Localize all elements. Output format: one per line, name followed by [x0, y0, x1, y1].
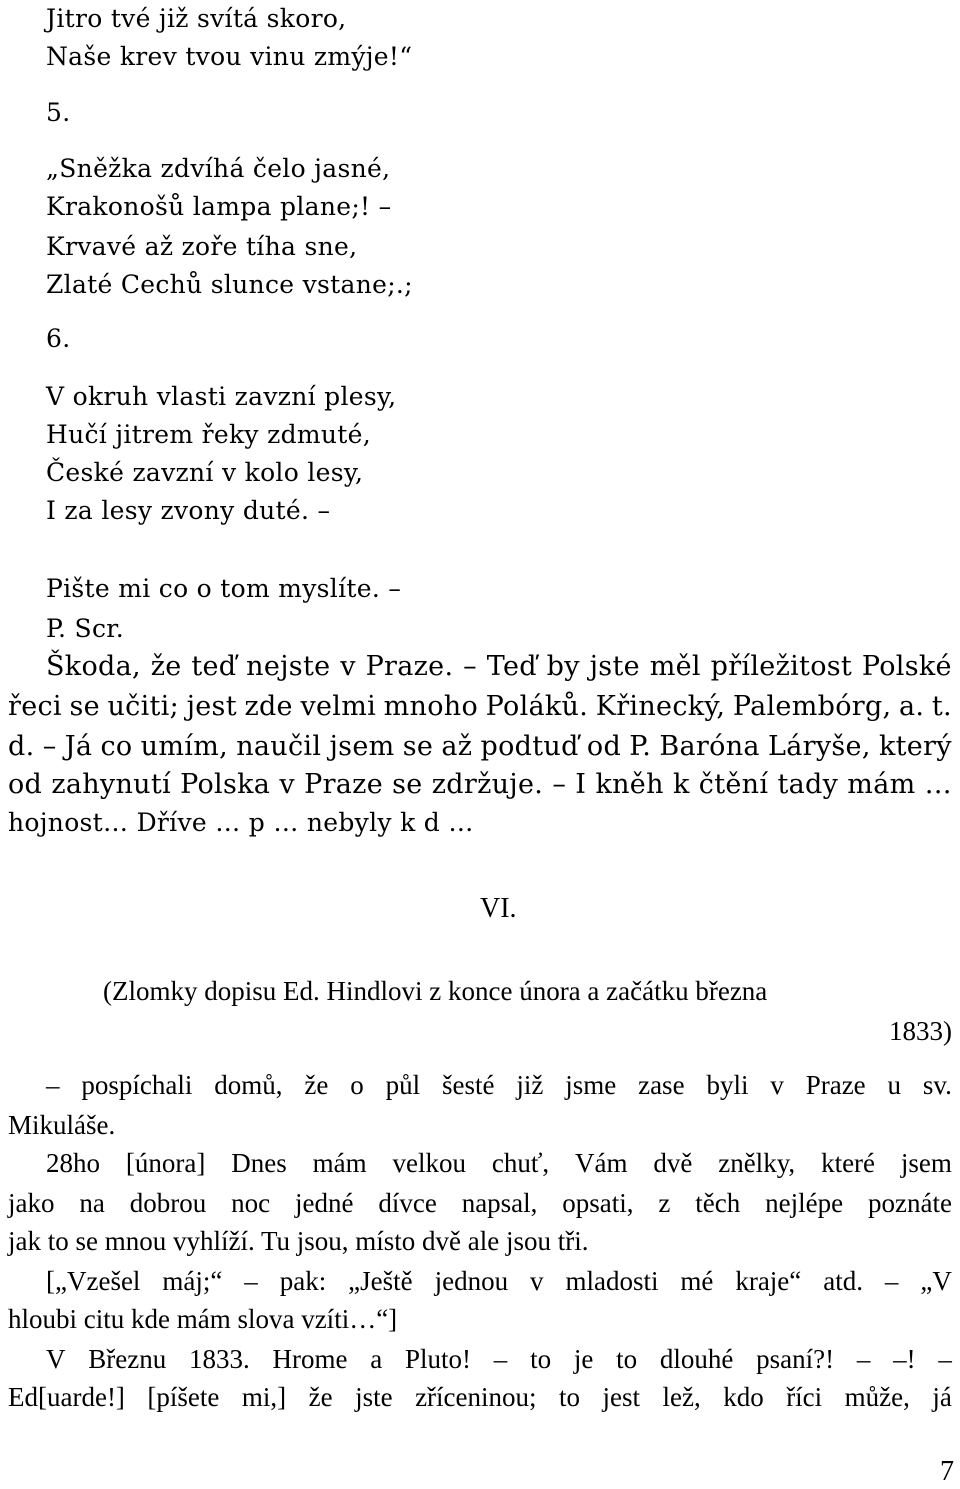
word: velkou: [392, 1148, 466, 1178]
word: 1833.: [189, 1344, 250, 1374]
word: Praze.: [365, 651, 454, 682]
word: měl: [649, 651, 701, 682]
postscript-paragraph-line: [46, 650, 952, 684]
poem-line: V okruh vlasti zavzní plesy,: [46, 382, 397, 411]
word: kněh: [595, 769, 664, 800]
word: jedné: [294, 1188, 354, 1218]
word: které: [821, 1148, 876, 1178]
poem-line: Naše krev tvou vinu zmýje!“: [46, 42, 413, 71]
word: –: [42, 731, 57, 762]
word: u: [887, 1070, 902, 1100]
poem-line: Krvavé až zoře tíha sne,: [46, 232, 358, 261]
section-subtitle-year: 1833): [889, 1016, 952, 1046]
word: kdo: [723, 1382, 764, 1412]
word: [píšete: [147, 1382, 220, 1412]
postscript-paragraph-line: [8, 768, 952, 802]
word: že: [150, 651, 182, 682]
word: naučil: [236, 731, 322, 762]
word: v: [530, 1266, 544, 1296]
word: Křinecký,: [595, 691, 726, 722]
word: mnoho: [383, 691, 479, 722]
word: může,: [844, 1382, 910, 1412]
word: Praze: [805, 1070, 866, 1100]
word: o: [350, 1070, 364, 1100]
word: domů,: [214, 1070, 283, 1100]
word: Polska: [180, 769, 271, 800]
word: velmi: [300, 691, 377, 722]
word: byli: [706, 1070, 749, 1100]
word: napsal,: [461, 1188, 538, 1218]
letter-line: [46, 1068, 952, 1102]
word: zahynutí: [51, 769, 171, 800]
word: d.: [8, 731, 35, 762]
word: mám: [312, 1148, 367, 1178]
word: Poláků.: [485, 691, 589, 722]
word: od: [586, 731, 622, 762]
word: těch: [695, 1188, 741, 1218]
word: [„Vzešel: [46, 1266, 141, 1296]
word: „V: [920, 1266, 952, 1296]
word: kraje“: [735, 1266, 802, 1296]
section-subtitle: (Zlomky dopisu Ed. Hindlovi z konce února a začátku března: [103, 976, 768, 1006]
word: Já: [64, 731, 93, 762]
word: se: [402, 731, 434, 762]
poem-line: Hučí jitrem řeky zdmuté,: [46, 420, 371, 449]
poem-line: I za lesy zvony duté. –: [46, 496, 331, 525]
word: Vám: [575, 1148, 628, 1178]
word: již: [516, 1070, 544, 1100]
word: dlouhé: [659, 1344, 734, 1374]
letter-line: jak to se mnou vyhlíží. Tu jsou, místo dvě ale jsou tři.: [8, 1226, 589, 1256]
word: –!: [893, 1344, 916, 1374]
word: pospíchali: [81, 1070, 193, 1100]
word: Teď: [486, 651, 537, 682]
word: by: [546, 651, 580, 682]
word: k: [672, 769, 690, 800]
word: sv.: [922, 1070, 952, 1100]
word: [února]: [125, 1148, 206, 1178]
word: –: [46, 1070, 60, 1100]
postscript-label: P. Scr.: [46, 614, 125, 643]
word: teď: [191, 651, 237, 682]
word: jest: [602, 1382, 640, 1412]
word: Pluto!: [405, 1344, 472, 1374]
word: učiti;: [107, 691, 179, 722]
poem-line: „Sněžka zdvíhá čelo jasné,: [46, 154, 391, 183]
page-number: 7: [940, 1456, 954, 1487]
word: říci: [786, 1382, 823, 1412]
word: zdržuje.: [431, 769, 544, 800]
word: t.: [931, 691, 952, 722]
letter-line: Mikuláše.: [8, 1110, 116, 1140]
word: atd.: [823, 1266, 863, 1296]
poem-line: Krakonošů lampa plane;! –: [46, 192, 392, 221]
word: poznáte: [867, 1188, 952, 1218]
poem-line: Jitro tvé již svítá skoro,: [46, 4, 347, 33]
word: se: [392, 769, 423, 800]
letter-line: [46, 1342, 952, 1376]
word: jsme: [565, 1070, 617, 1100]
word: zase: [638, 1070, 685, 1100]
word: až: [441, 731, 473, 762]
word: který: [878, 731, 952, 762]
word: podtuď: [480, 731, 579, 762]
word: Polské: [861, 651, 952, 682]
word: to: [530, 1344, 552, 1374]
word: mé: [680, 1266, 714, 1296]
word: –: [856, 1344, 871, 1374]
word: Láryše,: [768, 731, 871, 762]
word: pak:: [279, 1266, 327, 1296]
word: v: [340, 651, 356, 682]
word: řeci: [8, 691, 62, 722]
postscript-line: Pište mi co o tom myslíte. –: [46, 574, 402, 603]
word: –: [493, 1344, 508, 1374]
word: opsati,: [562, 1188, 634, 1218]
word: Hrome: [272, 1344, 348, 1374]
word: jest: [186, 691, 237, 722]
poem-line: Zlaté Cechů slunce vstane;.;: [46, 270, 413, 299]
word: a.: [899, 691, 925, 722]
word: máj;“: [162, 1266, 223, 1296]
word: noc: [231, 1188, 271, 1218]
word: z: [658, 1188, 671, 1218]
word: Dnes: [231, 1148, 287, 1178]
word: umím,: [140, 731, 228, 762]
word: nejlépe: [765, 1188, 844, 1218]
word: příležitost: [710, 651, 853, 682]
word: 28ho: [46, 1148, 100, 1178]
word: jsem: [900, 1148, 952, 1178]
word: Palembórg,: [732, 691, 892, 722]
word: dívce: [378, 1188, 437, 1218]
word: nejste: [246, 651, 331, 682]
word: v: [770, 1070, 784, 1100]
word: I: [575, 769, 587, 800]
word: jsem: [329, 731, 395, 762]
word: P.: [629, 731, 652, 762]
word: od: [8, 769, 43, 800]
word: dvě: [653, 1148, 693, 1178]
word: se: [69, 691, 100, 722]
word: Březnu: [88, 1344, 167, 1374]
word: V: [46, 1344, 66, 1374]
word: Baróna: [659, 731, 760, 762]
stanza-number: 5.: [46, 98, 71, 127]
word: na: [79, 1188, 105, 1218]
word: Ed[uarde!]: [8, 1382, 125, 1412]
letter-line: [8, 1186, 952, 1220]
word: –: [884, 1266, 899, 1296]
word: „Ještě: [348, 1266, 413, 1296]
word: čtění: [698, 769, 769, 800]
word: půl: [385, 1070, 421, 1100]
stanza-number: 6.: [46, 324, 71, 353]
word: …: [924, 769, 952, 800]
word: –: [938, 1344, 952, 1374]
word: mám: [847, 769, 916, 800]
word: dobrou: [129, 1188, 207, 1218]
section-numeral: VI.: [480, 893, 517, 924]
word: to: [616, 1344, 638, 1374]
letter-line: hloubi citu kde mám slova vzíti…“]: [8, 1304, 398, 1334]
word: šesté: [441, 1070, 495, 1100]
word: jednou: [434, 1266, 509, 1296]
word: já: [932, 1382, 952, 1412]
word: zde: [244, 691, 293, 722]
word: tady: [777, 769, 839, 800]
word: znělky,: [718, 1148, 796, 1178]
word: lež,: [662, 1382, 701, 1412]
word: –: [552, 769, 567, 800]
word: psaní?!: [756, 1344, 835, 1374]
word: –: [463, 651, 477, 682]
word: to: [559, 1382, 581, 1412]
word: mladosti: [565, 1266, 659, 1296]
word: mi,]: [241, 1382, 287, 1412]
word: že: [304, 1070, 329, 1100]
postscript-paragraph-line: [8, 730, 952, 764]
word: jako: [8, 1188, 55, 1218]
word: a: [370, 1344, 383, 1374]
word: zříceninou;: [415, 1382, 537, 1412]
word: je: [573, 1344, 594, 1374]
postscript-paragraph-line: [8, 690, 952, 724]
word: jste: [589, 651, 640, 682]
word: –: [244, 1266, 258, 1296]
word: jste: [355, 1382, 393, 1412]
word: v: [279, 769, 295, 800]
word: Škoda,: [46, 651, 141, 682]
letter-line: [46, 1264, 952, 1298]
word: že: [308, 1382, 333, 1412]
letter-line: [8, 1380, 952, 1414]
poem-line: České zavzní v kolo lesy,: [46, 458, 364, 487]
letter-line: [46, 1146, 952, 1180]
postscript-paragraph-line: hojnost… Dříve … p … nebyly k d …: [8, 808, 474, 837]
word: Praze: [304, 769, 383, 800]
word: co: [100, 731, 133, 762]
word: chuť,: [491, 1148, 550, 1178]
